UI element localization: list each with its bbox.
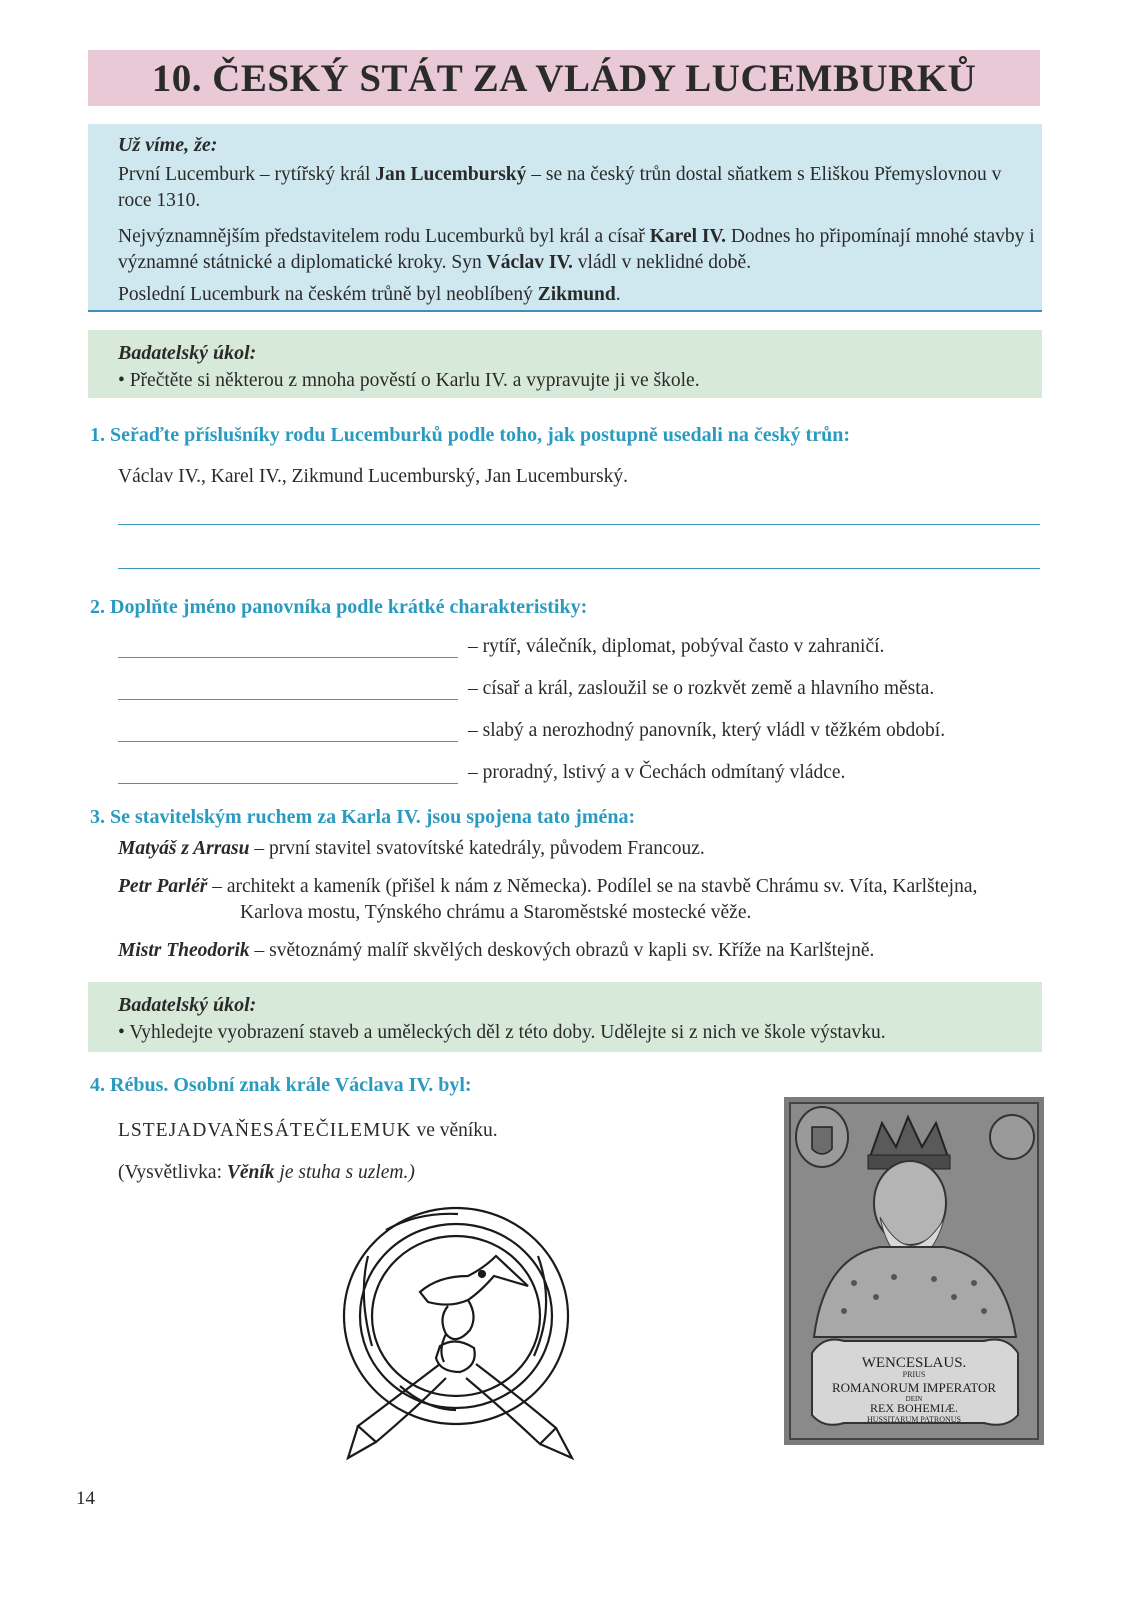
ruler-characteristic: – císař a král, zasloužil se o rozkvět země a hlavního města. bbox=[468, 678, 935, 699]
portrait-inscription-line: ROMANORUM IMPERATOR bbox=[831, 1380, 997, 1395]
prior-knowledge-paragraph-1: První Lucemburk – rytířský král Jan Lucemburský – se na český trůn dostal sňatkem s Eliškou Přemyslovnou v roce 1310. bbox=[118, 164, 1002, 211]
builder-parler-continued: Karlova mostu, Týnského chrámu a Staroměstské mostecké věže. bbox=[240, 902, 752, 923]
prior-knowledge-heading: Už víme, že: bbox=[118, 134, 218, 156]
research-task-bullet: • Vyhledejte vyobrazení staveb a uměleckých děl z této doby. Udělejte si z nich ve škole výstavku. bbox=[118, 1022, 886, 1043]
research-task-box-1 bbox=[88, 330, 1042, 398]
ruler-characteristic: – slabý a nerozhodný panovník, který vládl v těžkém období. bbox=[468, 720, 946, 741]
ruler-name-blank[interactable] bbox=[118, 741, 458, 742]
builder-theodorik: Mistr Theodorik – světoznámý malíř skvělých deskových obrazů v kapli sv. Kříže na Karlštejně. bbox=[118, 940, 875, 961]
portrait-inscription-line: WENCESLAUS. bbox=[861, 1355, 967, 1371]
chapter-title: 10. ČESKÝ STÁT ZA VLÁDY LUCEMBURKŮ bbox=[151, 56, 977, 100]
portrait-inscription-line: HUSSITARUM PATRONUS bbox=[867, 1415, 961, 1424]
answer-line[interactable] bbox=[118, 524, 1040, 525]
ruler-name-blank[interactable] bbox=[118, 783, 458, 784]
kingfisher-wreath-drawing bbox=[328, 1196, 588, 1466]
portrait-inscription-line: REX BOHEMIÆ. bbox=[869, 1401, 959, 1415]
portrait-inscription-line: DEIN bbox=[905, 1395, 923, 1403]
research-task-heading: Badatelský úkol: bbox=[118, 994, 257, 1016]
question-1-names: Václav IV., Karel IV., Zikmund Lucemburský, Jan Lucemburský. bbox=[118, 466, 628, 487]
answer-line[interactable] bbox=[118, 568, 1040, 569]
wenceslaus-portrait bbox=[784, 1097, 1044, 1445]
research-task-box-2 bbox=[88, 982, 1042, 1052]
question-1-heading: 1. Seřaďte příslušníky rodu Lucemburků podle toho, jak postupně usedali na český trůn: bbox=[90, 424, 850, 446]
builder-parler: Petr Parléř – architekt a kameník (přišel k nám z Německa). Podílel se na stavbě Chrámu sv. Víta, Karlštejna, bbox=[118, 876, 978, 897]
prior-knowledge-box bbox=[88, 124, 1042, 312]
builder-matyas: Matyáš z Arrasu – první stavitel svatovítské katedrály, původem Francouz. bbox=[118, 838, 705, 859]
prior-knowledge-paragraph-2: Nejvýznamnějším představitelem rodu Lucemburků byl král a císař Karel IV. Dodnes ho připomínají mnohé stavby i významné státnické a diplomatické kroky. Syn Václav IV. vládl v neklidné době. bbox=[118, 226, 1035, 273]
ruler-characteristic: – proradný, lstivý a v Čechách odmítaný vládce. bbox=[468, 762, 846, 783]
question-2-heading: 2. Doplňte jméno panovníka podle krátké charakteristiky: bbox=[90, 596, 588, 618]
page-number: 14 bbox=[76, 1488, 95, 1509]
ruler-name-blank[interactable] bbox=[118, 657, 458, 658]
chapter-title-bar bbox=[88, 50, 1040, 106]
research-task-heading: Badatelský úkol: bbox=[118, 342, 257, 364]
prior-knowledge-paragraph-3: Poslední Lucemburk na českém trůně byl neoblíbený Zikmund. bbox=[118, 284, 621, 305]
rebus-note: (Vysvětlivka: Věník je stuha s uzlem.) bbox=[118, 1162, 415, 1183]
question-4-heading: 4. Rébus. Osobní znak krále Václava IV. byl: bbox=[90, 1074, 472, 1096]
rebus-text: LSTEJADVAŇESÁTEČILEMUK ve věníku. bbox=[118, 1120, 498, 1141]
research-task-bullet: • Přečtěte si některou z mnoha pověstí o Karlu IV. a vypravujte ji ve škole. bbox=[118, 370, 700, 391]
ruler-characteristic: – rytíř, válečník, diplomat, pobýval často v zahraničí. bbox=[468, 636, 885, 657]
portrait-inscription-line: PRIUS bbox=[902, 1370, 926, 1379]
portrait-engraving bbox=[784, 1097, 1044, 1445]
ruler-name-blank[interactable] bbox=[118, 699, 458, 700]
question-3-heading: 3. Se stavitelským ruchem za Karla IV. jsou spojena tato jména: bbox=[90, 806, 636, 828]
